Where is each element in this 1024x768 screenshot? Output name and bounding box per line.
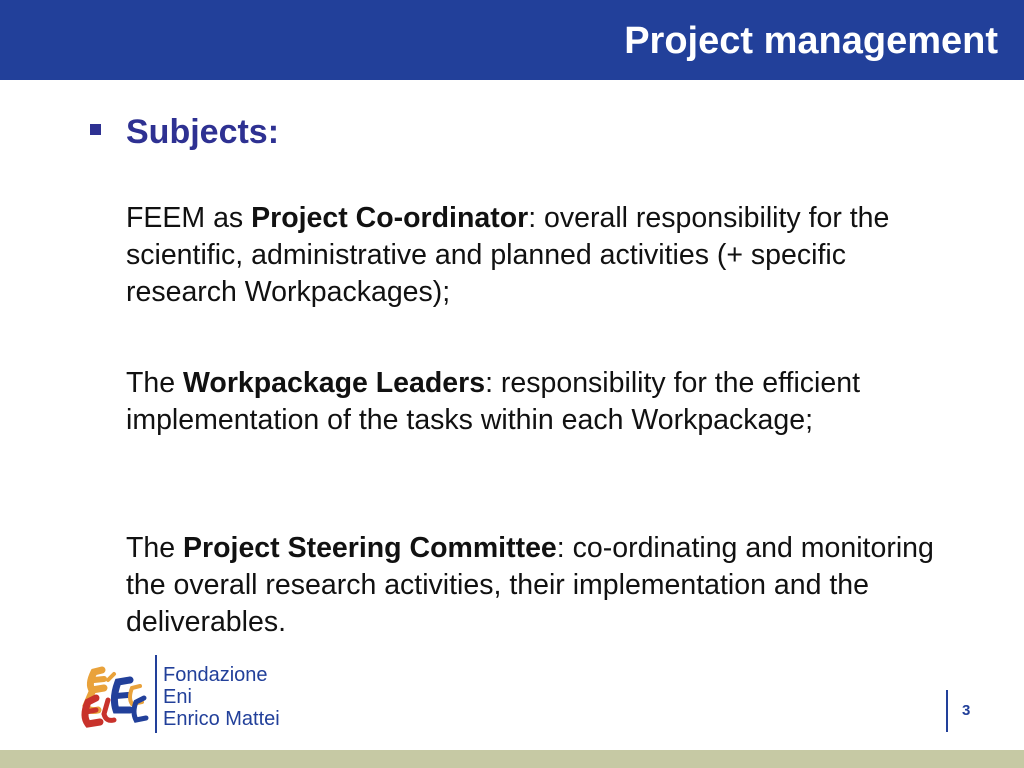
paragraph-bold-term: Project Co-ordinator bbox=[251, 202, 529, 234]
paragraph-project-coordinator bbox=[126, 200, 956, 311]
paragraph-bold-term: Workpackage Leaders bbox=[183, 367, 486, 399]
square-bullet-icon bbox=[90, 124, 101, 135]
paragraph-prefix: The bbox=[126, 532, 184, 564]
page-number: 3 bbox=[962, 702, 971, 719]
logo-wordmark bbox=[163, 664, 280, 730]
paragraph-workpackage-leaders bbox=[126, 365, 956, 439]
page-number-divider bbox=[946, 690, 948, 732]
logo-divider bbox=[155, 655, 157, 733]
logo-line-eni: Eni bbox=[163, 686, 192, 708]
logo-line-fondazione: Fondazione bbox=[163, 664, 268, 686]
paragraph-description: : co-ordinating and monitoring the overall research activities, their implementation and the deliverables. bbox=[126, 532, 934, 638]
paragraph-description: : overall responsibility for the scientific, administrative and planned activities (+ specific research Workpackages); bbox=[126, 202, 890, 308]
paragraph-steering-committee bbox=[126, 530, 956, 641]
subjects-heading: Subjects: bbox=[126, 113, 280, 151]
paragraph-description: : responsibility for the efficient implementation of the tasks within each Workpackage; bbox=[126, 367, 860, 436]
paragraph-prefix: The bbox=[126, 367, 184, 399]
logo-line-enrico-mattei: Enrico Mattei bbox=[163, 708, 280, 730]
slide-title: Project management bbox=[624, 20, 998, 62]
footer-bar bbox=[0, 750, 1024, 768]
paragraph-bold-term: Project Steering Committee bbox=[183, 532, 557, 564]
title-bar bbox=[0, 0, 1024, 80]
paragraph-prefix: FEEM as bbox=[126, 202, 252, 234]
